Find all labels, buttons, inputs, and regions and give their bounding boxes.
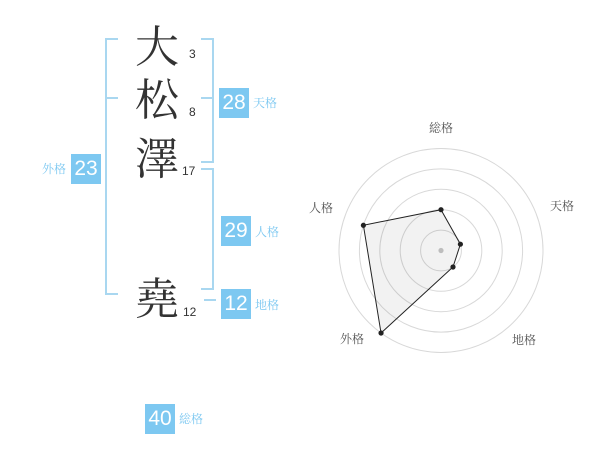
stroke-count-2: 8 [189, 105, 196, 119]
chikaku-value-box: 12 [221, 289, 251, 319]
gaikaku-value-box: 23 [71, 154, 101, 184]
soukaku-label: 総格 [179, 412, 204, 426]
radar-axis-chikaku: 地格 [511, 333, 537, 347]
stroke-count-4: 12 [183, 305, 197, 319]
soukaku-value-box: 40 [145, 404, 175, 434]
jinkaku-label: 人格 [255, 225, 280, 239]
tenkaku-label: 天格 [253, 96, 278, 110]
chikaku-label: 地格 [255, 298, 280, 312]
stroke-count-1: 3 [189, 47, 196, 61]
name-char-4: 堯 [135, 275, 179, 324]
radar-axis-tenkaku: 天格 [549, 199, 575, 213]
radar-axis-jinkaku: 人格 [308, 201, 334, 215]
jinkaku-value-box: 29 [221, 216, 251, 246]
radar-axis-gaikaku: 外格 [339, 332, 365, 346]
name-char-2: 松 [135, 76, 179, 125]
radar-axis-soukaku: 総格 [428, 121, 454, 135]
name-char-1: 大 [135, 23, 179, 72]
gaikaku-label: 外格 [41, 162, 66, 176]
tenkaku-value-box: 28 [219, 88, 249, 118]
name-char-3: 澤 [135, 135, 179, 184]
stroke-count-3: 17 [182, 164, 196, 178]
